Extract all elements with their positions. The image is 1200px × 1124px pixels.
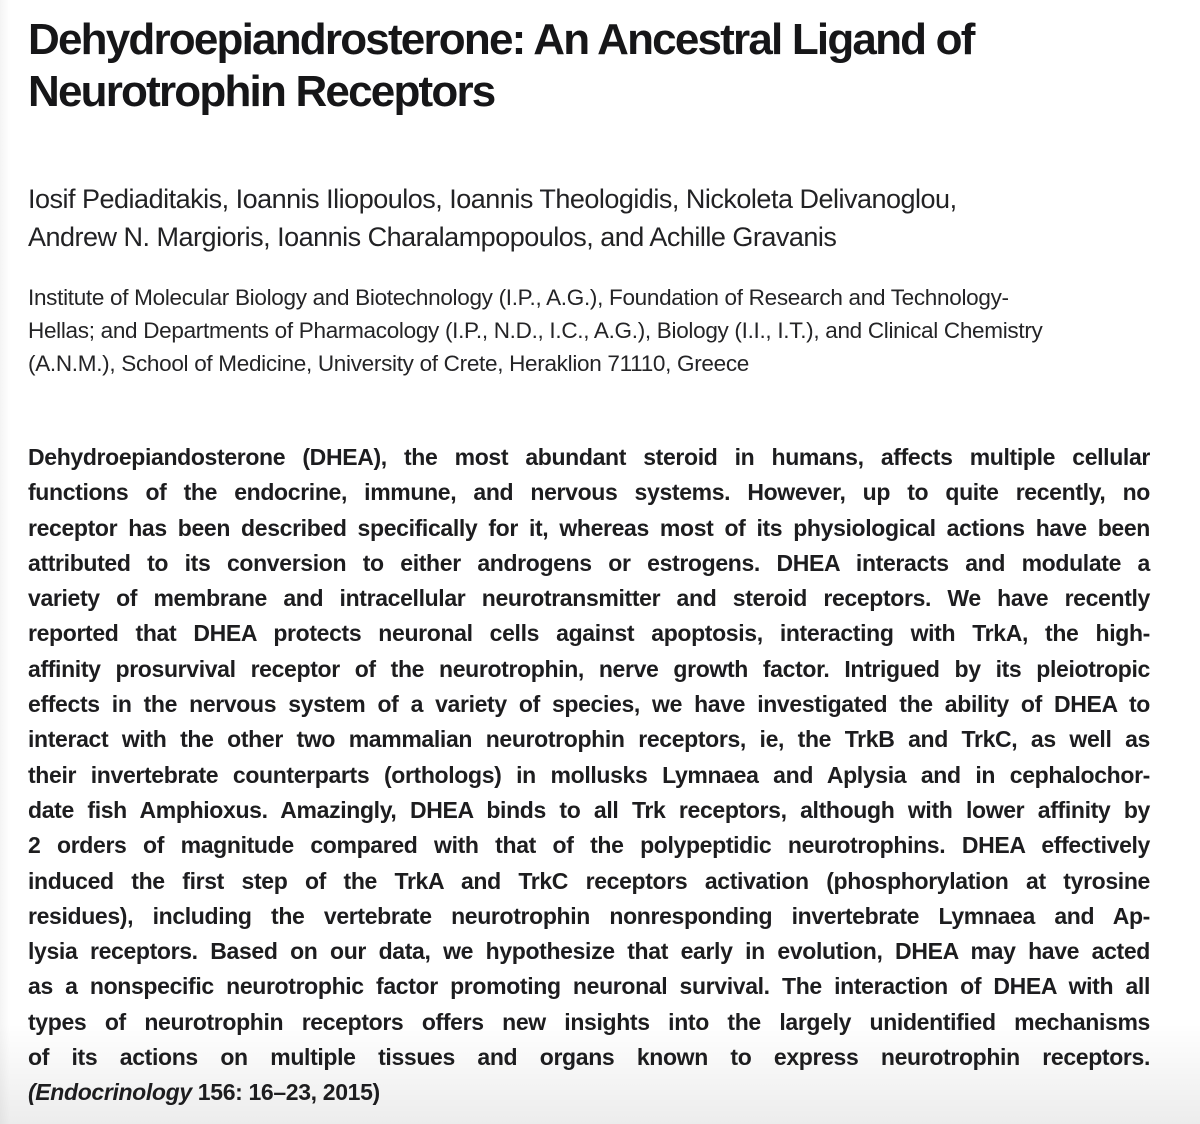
abstract-line: 2 orders of magnitude compared with that of the polypeptidic neurotrophins. DHEA effectively bbox=[28, 832, 1150, 859]
citation bbox=[28, 1075, 1150, 1110]
abstract-line: types of neurotrophin receptors offers new insights into the largely unidentified mechanisms bbox=[28, 1008, 1150, 1035]
affiliation bbox=[28, 281, 1174, 380]
abstract-line: functions of the endocrine, immune, and nervous systems. However, up to quite recently, no bbox=[28, 479, 1150, 506]
abstract-line: receptor has been described specifically for it, whereas most of its physiological actions have been bbox=[28, 514, 1150, 541]
author-line: Andrew N. Margioris, Ioannis Charalampopoulos, and Achille Gravanis bbox=[28, 222, 837, 252]
title-line: Neurotrophin Receptors bbox=[28, 67, 495, 116]
abstract-line: residues), including the vertebrate neurotrophin nonresponding invertebrate Lymnaea and Ap- bbox=[28, 902, 1150, 929]
page-title bbox=[28, 14, 1174, 118]
abstract-line: effects in the nervous system of a variety of species, we have investigated the ability of DHEA to bbox=[28, 691, 1150, 718]
abstract-line: attributed to its conversion to either androgens or estrogens. DHEA interacts and modulate a bbox=[28, 549, 1150, 576]
title-line: Dehydroepiandrosterone: An Ancestral Ligand of bbox=[28, 15, 974, 64]
abstract-line: affinity prosurvival receptor of the neurotrophin, nerve growth factor. Intrigued by its pleiotropic bbox=[28, 655, 1150, 682]
abstract bbox=[28, 440, 1150, 1111]
abstract-line: induced the first step of the TrkA and TrkC receptors activation (phosphorylation at tyrosine bbox=[28, 867, 1150, 894]
affiliation-line: (A.N.M.), School of Medicine, University of Crete, Heraklion 71110, Greece bbox=[28, 351, 750, 376]
abstract-line: interact with the other two mammalian neurotrophin receptors, ie, the TrkB and TrkC, as well as bbox=[28, 726, 1150, 753]
abstract-line: date fish Amphioxus. Amazingly, DHEA binds to all Trk receptors, although with lower affinity by bbox=[28, 796, 1150, 823]
journal-name: (Endocrinology bbox=[28, 1079, 192, 1106]
abstract-line: their invertebrate counterparts (orthologs) in mollusks Lymnaea and Aplysia and in cephalochor- bbox=[28, 761, 1150, 788]
abstract-line: Dehydroepiandosterone (DHEA), the most abundant steroid in humans, affects multiple cellular bbox=[28, 444, 1150, 470]
abstract-line: reported that DHEA protects neuronal cells against apoptosis, interacting with TrkA, the high- bbox=[28, 620, 1150, 647]
author-line: Iosif Pediaditakis, Ioannis Iliopoulos, Ioannis Theologidis, Nickoleta Delivanoglou, bbox=[28, 184, 957, 214]
author-list bbox=[28, 180, 1174, 256]
affiliation-line: Hellas; and Departments of Pharmacology (I.P., N.D., I.C., A.G.), Biology (I.I., I.T.), and Clinical Chemistry bbox=[28, 318, 1043, 343]
citation-details: 156: 16–23, 2015) bbox=[191, 1079, 380, 1106]
abstract-body bbox=[28, 440, 1150, 1075]
abstract-line: as a nonspecific neurotrophic factor promoting neuronal survival. The interaction of DHEA with all bbox=[28, 973, 1150, 1000]
abstract-line: lysia receptors. Based on our data, we hypothesize that early in evolution, DHEA may have acted bbox=[28, 938, 1150, 965]
affiliation-line: Institute of Molecular Biology and Biotechnology (I.P., A.G.), Foundation of Research and Technology- bbox=[28, 285, 1009, 310]
abstract-line: variety of membrane and intracellular neurotransmitter and steroid receptors. We have recently bbox=[28, 585, 1150, 612]
abstract-line: of its actions on multiple tissues and organs known to express neurotrophin receptors. bbox=[28, 1044, 1150, 1071]
